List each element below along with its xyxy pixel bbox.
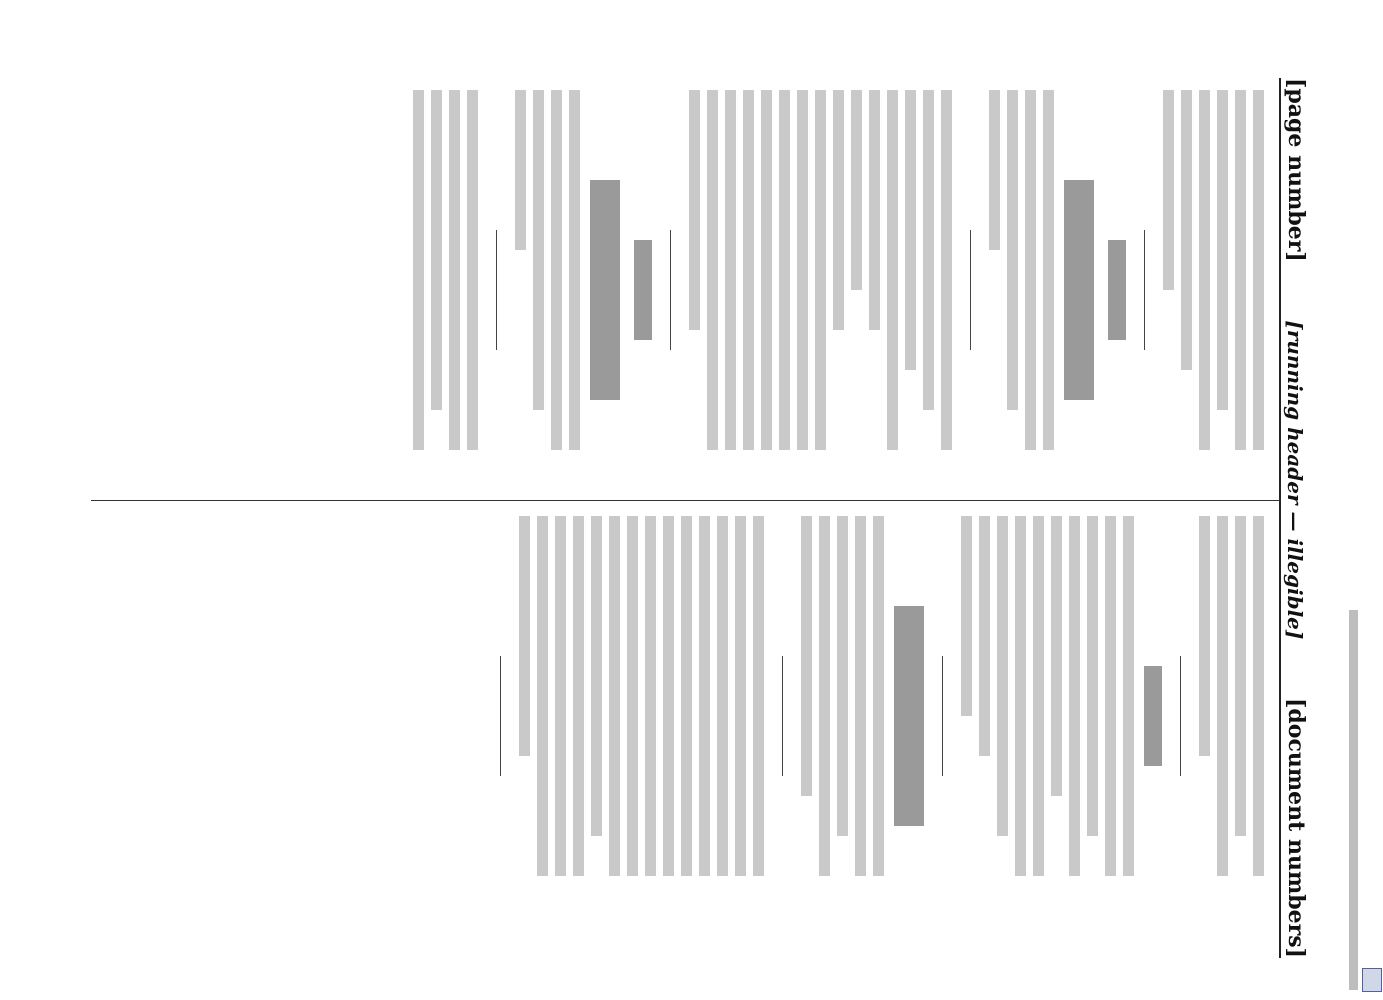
left-column [91, 90, 1271, 490]
section-title [894, 606, 924, 826]
digitization-note [1345, 0, 1365, 1000]
section-number [1108, 240, 1126, 340]
right-column [91, 516, 1271, 916]
section-rule [500, 656, 501, 776]
column-divider [91, 500, 1281, 501]
section-rule [1180, 656, 1181, 776]
section-title [1064, 180, 1094, 400]
section-rule [670, 230, 671, 350]
page-header [1279, 78, 1311, 958]
section-number [634, 240, 652, 340]
running-header: [running header — illegible] [1283, 320, 1307, 640]
section-rule [496, 230, 497, 350]
section-rule [1144, 230, 1145, 350]
section-rule [942, 656, 943, 776]
section-rule [970, 230, 971, 350]
page-number: [page number] [1283, 78, 1309, 262]
section-rule [782, 656, 783, 776]
document-numbers: [document numbers] [1283, 698, 1309, 958]
dfg-logo [1362, 968, 1382, 992]
section-title [590, 180, 620, 400]
section-number [1144, 666, 1162, 766]
